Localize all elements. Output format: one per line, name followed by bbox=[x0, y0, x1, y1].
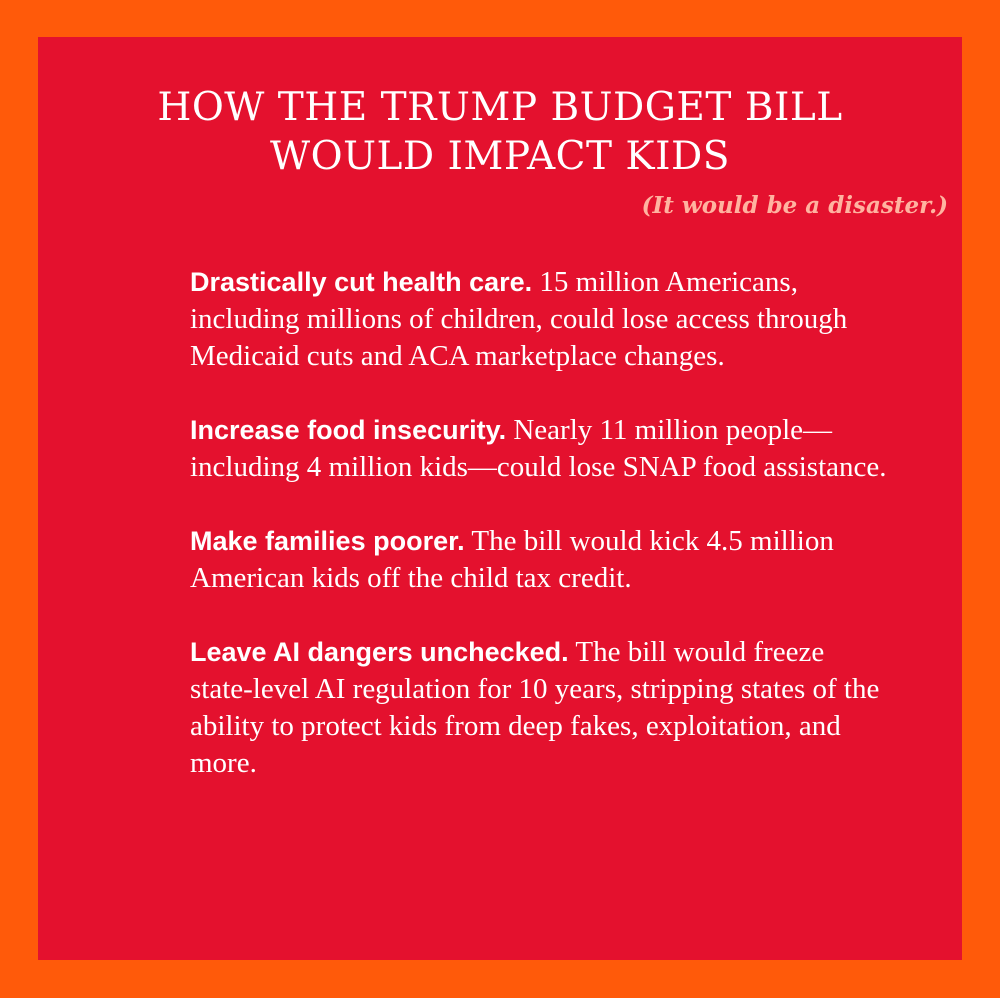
impact-item-health-care bbox=[190, 264, 890, 375]
page-title bbox=[38, 83, 962, 181]
impact-item-heading: Drastically cut health care. bbox=[190, 267, 533, 297]
impact-item-heading: Leave AI dangers unchecked. bbox=[190, 637, 569, 667]
title-line-1: HOW THE TRUMP BUDGET BILL bbox=[157, 85, 843, 130]
impact-item-body: The bill would freeze state-level AI regulation for 10 years, stripping states of the ability to protect kids from deep fakes, exploitation, and more. bbox=[190, 636, 880, 779]
title-line-2: WOULD IMPACT KIDS bbox=[270, 134, 730, 179]
red-panel bbox=[38, 37, 962, 960]
impact-list bbox=[190, 264, 890, 819]
impact-item-ai-dangers bbox=[190, 634, 890, 782]
impact-item-heading: Increase food insecurity. bbox=[190, 415, 507, 445]
impact-item-body: 15 million Americans, including millions of children, could lose access through Medicaid cuts and ACA marketplace changes. bbox=[190, 266, 848, 372]
impact-item-body: The bill would kick 4.5 million American kids off the child tax credit. bbox=[190, 525, 834, 594]
impact-item-body: Nearly 11 million people—including 4 million kids—could lose SNAP food assistance. bbox=[190, 414, 887, 483]
impact-item-food-insecurity bbox=[190, 412, 890, 486]
subtitle: (It would be a disaster.) bbox=[641, 192, 948, 219]
impact-item-heading: Make families poorer. bbox=[190, 526, 465, 556]
impact-item-families-poorer bbox=[190, 523, 890, 597]
